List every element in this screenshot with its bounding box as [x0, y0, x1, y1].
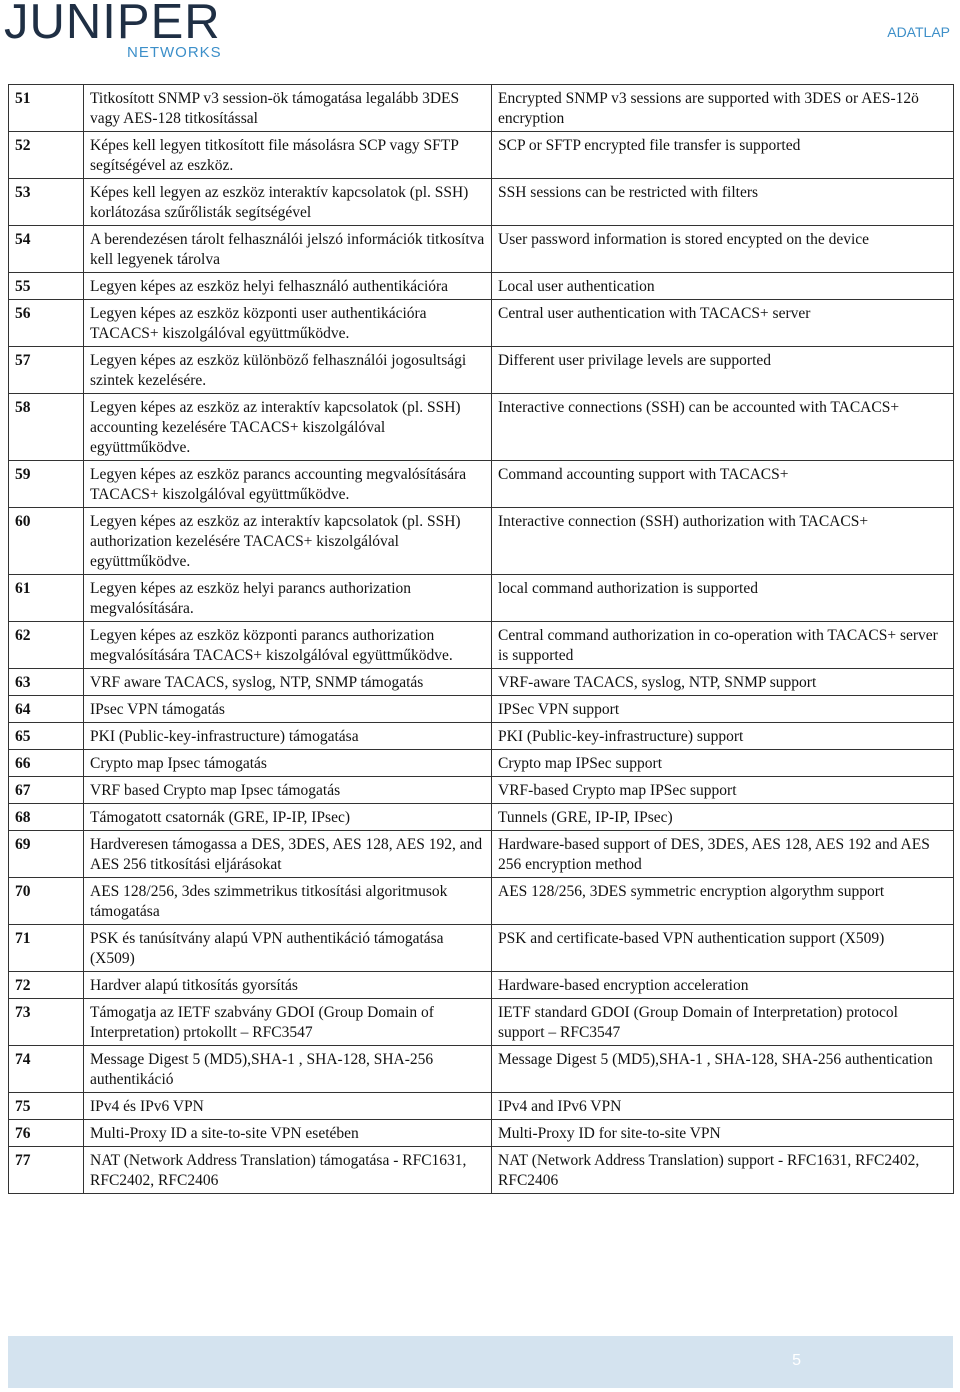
requirement-hu: A berendezésen tárolt felhasználói jelszó információk titkosítva kell legyenek tárolva	[84, 226, 492, 273]
requirement-hu: Legyen képes az eszköz az interaktív kapcsolatok (pl. SSH) authorization kezelésére TACACS+ kiszolgálóval együttműködve.	[84, 508, 492, 575]
requirement-hu: PSK és tanúsítvány alapú VPN authentikáció támogatása (X509)	[84, 925, 492, 972]
table-row	[9, 622, 954, 669]
requirement-hu: VRF aware TACACS, syslog, NTP, SNMP támogatás	[84, 669, 492, 696]
requirement-hu: Hardveresen támogassa a DES, 3DES, AES 128, AES 192, and AES 256 titkosítási eljárásokat	[84, 831, 492, 878]
requirement-hu: Legyen képes az eszköz helyi parancs authorization megvalósítására.	[84, 575, 492, 622]
requirement-hu: Támogatott csatornák (GRE, IP-IP, IPsec)	[84, 804, 492, 831]
requirement-en: Multi-Proxy ID for site-to-site VPN	[492, 1120, 954, 1147]
page-footer	[8, 1336, 953, 1388]
table-row	[9, 394, 954, 461]
table-row	[9, 179, 954, 226]
requirement-en: SSH sessions can be restricted with filters	[492, 179, 954, 226]
requirement-en: Hardware-based encryption acceleration	[492, 972, 954, 999]
requirement-hu: Támogatja az IETF szabvány GDOI (Group Domain of Interpretation) prtokollt – RFC3547	[84, 999, 492, 1046]
requirement-en: Central command authorization in co-operation with TACACS+ server is supported	[492, 622, 954, 669]
logo-wordmark: JUNIPER	[4, 0, 221, 49]
requirement-hu: Legyen képes az eszköz parancs accounting megvalósítására TACACS+ kiszolgálóval együttműködve.	[84, 461, 492, 508]
row-number: 56	[9, 300, 84, 347]
requirement-hu: PKI (Public-key-infrastructure) támogatása	[84, 723, 492, 750]
requirement-hu: Legyen képes az eszköz helyi felhasználó authentikációra	[84, 273, 492, 300]
requirement-en: local command authorization is supported	[492, 575, 954, 622]
row-number: 73	[9, 999, 84, 1046]
requirement-hu: AES 128/256, 3des szimmetrikus titkosítási algoritmusok támogatása	[84, 878, 492, 925]
row-number: 65	[9, 723, 84, 750]
table-row	[9, 777, 954, 804]
specification-table	[8, 84, 954, 1194]
requirement-en: VRF-aware TACACS, syslog, NTP, SNMP support	[492, 669, 954, 696]
table-row	[9, 669, 954, 696]
requirement-en: Tunnels (GRE, IP-IP, IPsec)	[492, 804, 954, 831]
table-row	[9, 878, 954, 925]
row-number: 66	[9, 750, 84, 777]
requirement-en: Crypto map IPSec support	[492, 750, 954, 777]
requirement-hu: VRF based Crypto map Ipsec támogatás	[84, 777, 492, 804]
requirement-en: Message Digest 5 (MD5),SHA-1 , SHA-128, SHA-256 authentication	[492, 1046, 954, 1093]
row-number: 51	[9, 85, 84, 132]
table-row	[9, 300, 954, 347]
requirement-hu: Legyen képes az eszköz különböző felhasználói jogosultsági szintek kezelésére.	[84, 347, 492, 394]
table-row	[9, 508, 954, 575]
row-number: 54	[9, 226, 84, 273]
table-row	[9, 804, 954, 831]
page-number: 5	[792, 1352, 801, 1369]
requirement-hu: NAT (Network Address Translation) támogatása - RFC1631, RFC2402, RFC2406	[84, 1147, 492, 1194]
row-number: 67	[9, 777, 84, 804]
requirement-hu: Crypto map Ipsec támogatás	[84, 750, 492, 777]
requirement-hu: Hardver alapú titkosítás gyorsítás	[84, 972, 492, 999]
requirement-en: Hardware-based support of DES, 3DES, AES 128, AES 192 and AES 256 encryption method	[492, 831, 954, 878]
table-row	[9, 696, 954, 723]
table-row	[9, 85, 954, 132]
table-row	[9, 972, 954, 999]
requirement-hu: Message Digest 5 (MD5),SHA-1 , SHA-128, SHA-256 authentikáció	[84, 1046, 492, 1093]
specification-table-body	[9, 85, 954, 1194]
requirement-hu: IPv4 és IPv6 VPN	[84, 1093, 492, 1120]
requirement-en: IPv4 and IPv6 VPN	[492, 1093, 954, 1120]
table-row	[9, 461, 954, 508]
row-number: 61	[9, 575, 84, 622]
requirement-en: PSK and certificate-based VPN authentication support (X509)	[492, 925, 954, 972]
requirement-en: IPSec VPN support	[492, 696, 954, 723]
table-row	[9, 831, 954, 878]
table-row	[9, 999, 954, 1046]
table-row	[9, 347, 954, 394]
row-number: 76	[9, 1120, 84, 1147]
row-number: 55	[9, 273, 84, 300]
table-row	[9, 1147, 954, 1194]
row-number: 69	[9, 831, 84, 878]
requirement-hu: Multi-Proxy ID a site-to-site VPN esetében	[84, 1120, 492, 1147]
row-number: 64	[9, 696, 84, 723]
logo-subtitle: NETWORKS	[127, 44, 222, 61]
requirement-en: Local user authentication	[492, 273, 954, 300]
requirement-en: User password information is stored encypted on the device	[492, 226, 954, 273]
table-row	[9, 925, 954, 972]
requirement-hu: Legyen képes az eszköz központi parancs authorization megvalósítására TACACS+ kiszolgálóval együttműködve.	[84, 622, 492, 669]
requirement-en: Interactive connections (SSH) can be accounted with TACACS+	[492, 394, 954, 461]
requirement-hu: Legyen képes az eszköz az interaktív kapcsolatok (pl. SSH) accounting kezelésére TACACS+ kiszolgálóval együttműködve.	[84, 394, 492, 461]
table-row	[9, 723, 954, 750]
row-number: 52	[9, 132, 84, 179]
row-number: 63	[9, 669, 84, 696]
page-header	[0, 0, 960, 70]
row-number: 71	[9, 925, 84, 972]
requirement-en: NAT (Network Address Translation) support - RFC1631, RFC2402, RFC2406	[492, 1147, 954, 1194]
requirement-en: PKI (Public-key-infrastructure) support	[492, 723, 954, 750]
row-number: 72	[9, 972, 84, 999]
row-number: 74	[9, 1046, 84, 1093]
row-number: 62	[9, 622, 84, 669]
requirement-en: Command accounting support with TACACS+	[492, 461, 954, 508]
table-row	[9, 750, 954, 777]
requirement-en: VRF-based Crypto map IPSec support	[492, 777, 954, 804]
row-number: 57	[9, 347, 84, 394]
table-row	[9, 1120, 954, 1147]
table-row	[9, 575, 954, 622]
row-number: 70	[9, 878, 84, 925]
table-row	[9, 226, 954, 273]
table-row	[9, 1093, 954, 1120]
requirement-hu: Képes kell legyen az eszköz interaktív kapcsolatok (pl. SSH) korlátozása szűrőlisták segítségével	[84, 179, 492, 226]
juniper-logo	[4, 0, 222, 64]
table-row	[9, 273, 954, 300]
table-row	[9, 1046, 954, 1093]
requirement-en: IETF standard GDOI (Group Domain of Interpretation) protocol support – RFC3547	[492, 999, 954, 1046]
requirement-en: SCP or SFTP encrypted file transfer is supported	[492, 132, 954, 179]
row-number: 75	[9, 1093, 84, 1120]
requirement-hu: Legyen képes az eszköz központi user authentikációra TACACS+ kiszolgálóval együttműködve.	[84, 300, 492, 347]
row-number: 60	[9, 508, 84, 575]
requirement-hu: Képes kell legyen titkosított file másolásra SCP vagy SFTP segítségével az eszköz.	[84, 132, 492, 179]
table-row	[9, 132, 954, 179]
row-number: 53	[9, 179, 84, 226]
row-number: 68	[9, 804, 84, 831]
requirement-hu: IPsec VPN támogatás	[84, 696, 492, 723]
requirement-hu: Titkosított SNMP v3 session-ök támogatása legalább 3DES vagy AES-128 titkosítással	[84, 85, 492, 132]
requirement-en: Different user privilage levels are supported	[492, 347, 954, 394]
row-number: 59	[9, 461, 84, 508]
row-number: 77	[9, 1147, 84, 1194]
requirement-en: AES 128/256, 3DES symmetric encryption algorythm support	[492, 878, 954, 925]
requirement-en: Encrypted SNMP v3 sessions are supported with 3DES or AES-12ö encryption	[492, 85, 954, 132]
requirement-en: Central user authentication with TACACS+ server	[492, 300, 954, 347]
requirement-en: Interactive connection (SSH) authorization with TACACS+	[492, 508, 954, 575]
document-type-label: ADATLAP	[887, 24, 950, 40]
row-number: 58	[9, 394, 84, 461]
